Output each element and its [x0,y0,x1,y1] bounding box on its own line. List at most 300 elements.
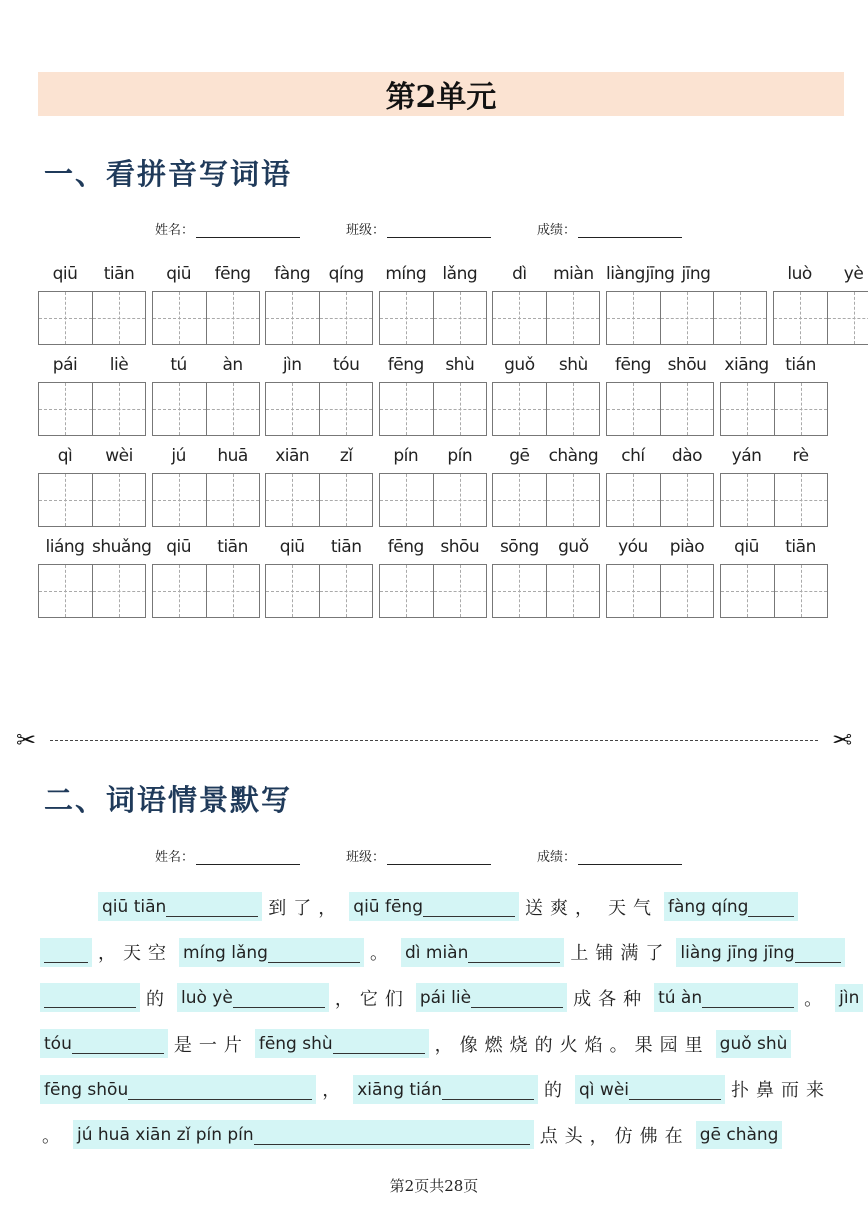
tian-zi-ge-box[interactable] [319,565,372,617]
sentence-text: 的 [146,988,171,1010]
score-blank[interactable] [578,850,682,865]
pinyin-label [38,256,146,291]
pinyin-prompt [255,1029,429,1058]
character-boxes [773,291,868,345]
tian-zi-ge-box[interactable] [266,383,319,435]
pinyin-word [379,256,487,347]
answer-blank[interactable] [72,1033,164,1054]
pinyin-prompt [40,1075,316,1104]
pinyin-word [720,347,828,438]
tian-zi-ge-box[interactable] [319,292,372,344]
answer-blank[interactable] [423,896,515,917]
pinyin-syllable: tiān [785,536,816,557]
tian-zi-ge-box[interactable] [433,383,486,435]
character-boxes [152,473,260,527]
pinyin-label [38,347,146,382]
tian-zi-ge-box[interactable] [266,292,319,344]
pinyin-word [379,529,487,620]
answer-blank[interactable] [748,896,794,917]
pinyin-word [379,347,487,438]
pinyin-word [379,438,487,529]
answer-blank[interactable] [44,942,88,963]
tian-zi-ge-box[interactable] [493,474,546,526]
answer-blank[interactable] [468,942,560,963]
tian-zi-ge-box[interactable] [713,292,766,344]
context-dictation-paragraph [38,884,860,1158]
pinyin-text: dì miàn [404,942,469,963]
pinyin-syllable: zǐ [339,445,353,466]
pinyin-label [265,347,373,382]
paragraph-line [38,1066,832,1112]
pinyin-syllable: dào [671,445,703,466]
character-boxes [152,291,260,345]
tian-zi-ge-box[interactable] [721,474,774,526]
pinyin-label [720,529,828,564]
pinyin-label [492,256,600,291]
tian-zi-ge-box[interactable] [39,474,92,526]
tian-zi-ge-box[interactable] [92,565,145,617]
answer-blank[interactable] [333,1033,425,1054]
tian-zi-ge-box[interactable] [607,383,660,435]
pinyin-label [38,438,146,473]
pinyin-prompt [696,1121,783,1149]
pinyin-text: tóu [44,1034,72,1055]
pinyin-syllable: jīng [681,263,711,284]
pinyin-text: luò yè [181,988,233,1009]
unit-title: 第2单元 [385,80,497,115]
tian-zi-ge-box[interactable] [380,474,433,526]
pinyin-syllable: shuǎng [92,536,152,557]
answer-blank[interactable] [268,942,360,963]
tian-zi-ge-box[interactable] [607,474,660,526]
character-boxes [606,382,714,436]
character-boxes [379,382,487,436]
grid-row [38,438,838,529]
tian-zi-ge-box[interactable] [206,565,259,617]
name-blank[interactable] [196,223,300,238]
pinyin-syllable: yán [731,445,762,466]
pinyin-syllable: fēng [614,354,651,375]
tian-zi-ge-box[interactable] [607,292,660,344]
sentence-text: ， [322,1080,348,1102]
pinyin-text: jú huā xiān zǐ pín pín [77,1125,254,1146]
pinyin-text: tú àn [658,988,703,1009]
pinyin-syllable: yè [843,263,864,284]
pinyin-word [265,256,373,347]
pinyin-label [720,438,828,473]
paragraph-line [38,884,828,930]
pinyin-word [152,256,260,347]
pinyin-syllable: tú [170,354,187,375]
pinyin-syllable: huā [217,445,248,466]
tian-zi-ge-box[interactable] [546,474,599,526]
answer-blank[interactable] [629,1079,721,1100]
tian-zi-ge-box[interactable] [774,474,827,526]
class-field[interactable]: 班级： [346,216,491,238]
pinyin-syllable: gē [509,445,530,466]
character-boxes [606,473,714,527]
pinyin-syllable: dì [512,263,527,284]
pinyin-text: xiāng tián [357,1079,442,1100]
pinyin-syllable: tiān [330,536,362,557]
sentence-text: 天气 [607,897,658,919]
pinyin-syllable: liè [109,354,129,375]
tian-zi-ge-box[interactable] [721,565,774,617]
pinyin-syllable: xiāng [724,354,769,375]
character-boxes [492,291,600,345]
sentence-text: 到了， [268,897,344,919]
pinyin-syllable: xiān [275,445,310,466]
pinyin-label [265,256,373,291]
pinyin-text: míng lǎng [183,942,268,963]
pinyin-text: gē chàng [699,1124,779,1145]
pinyin-label [152,347,260,382]
character-boxes [38,382,146,436]
pinyin-syllable: qiū [734,536,759,557]
pinyin-prompt [40,1029,168,1058]
tian-zi-ge-box[interactable] [380,292,433,344]
tian-zi-ge-box[interactable] [774,565,827,617]
pinyin-syllable: pái [52,354,78,375]
student-info-row-2 [155,843,725,865]
tian-zi-ge-box[interactable] [206,383,259,435]
pinyin-text: guǒ shù [719,1033,788,1054]
character-boxes [720,564,828,618]
pinyin-syllable: tián [785,354,816,375]
pinyin-label [379,438,487,473]
tian-zi-ge-box[interactable] [493,383,546,435]
pinyin-label [606,438,714,473]
name-field[interactable]: 姓名： [155,216,300,238]
pinyin-text: qì wèi [579,1079,630,1100]
tian-zi-ge-box[interactable] [546,383,599,435]
character-boxes [720,382,828,436]
pinyin-prompt [179,938,364,967]
score-field[interactable]: 成绩： [537,216,682,238]
tian-zi-ge-box[interactable] [206,292,259,344]
pinyin-syllable: sōng [499,536,539,557]
tian-zi-ge-box[interactable] [92,292,145,344]
answer-blank[interactable] [254,1124,530,1145]
pinyin-syllable: chí [621,445,645,466]
pinyin-syllable: pín [447,445,473,466]
pinyin-syllable: liáng [45,536,85,557]
character-boxes [38,291,146,345]
tian-zi-ge-box[interactable] [266,565,319,617]
student-info-row-1 [155,216,725,238]
tian-zi-ge-box[interactable] [433,565,486,617]
sentence-text: 的 [544,1080,569,1102]
tian-zi-ge-box[interactable] [774,383,827,435]
tian-zi-ge-box[interactable] [92,383,145,435]
pinyin-text: liàng jīng jīng [680,942,795,963]
tian-zi-ge-box[interactable] [493,565,546,617]
pinyin-prompt [401,938,564,967]
pinyin-word [152,529,260,620]
tian-zi-ge-box[interactable] [92,474,145,526]
character-boxes [720,473,828,527]
pinyin-word [606,438,714,529]
pinyin-syllable: fēng [387,354,424,375]
pinyin-prompt-continued [40,983,140,1012]
pinyin-prompt [654,983,798,1012]
tian-zi-ge-box[interactable] [546,292,599,344]
tian-zi-ge-box[interactable] [153,565,206,617]
tian-zi-ge-box[interactable] [319,474,372,526]
pinyin-label [606,347,714,382]
tian-zi-ge-box[interactable] [153,292,206,344]
pinyin-word [720,529,828,620]
answer-blank[interactable] [233,987,325,1008]
pinyin-word [265,438,373,529]
class-blank[interactable] [387,223,491,238]
pinyin-text: fēng shōu [44,1079,129,1100]
pinyin-word [265,347,373,438]
paragraph-line [38,975,860,1021]
tian-zi-ge-box[interactable] [380,383,433,435]
pinyin-word [606,256,767,347]
sentence-text: 送爽， [524,897,600,919]
pinyin-syllable: shōu [667,354,707,375]
class-field[interactable]: 班级： [346,843,491,865]
pinyin-label [152,256,260,291]
pinyin-prompt [575,1075,725,1104]
score-blank[interactable] [578,223,682,238]
tian-zi-ge-box[interactable] [319,383,372,435]
pinyin-word [152,438,260,529]
grid-row [38,256,864,347]
pinyin-word [773,256,868,347]
tian-zi-ge-box[interactable] [660,474,713,526]
pinyin-syllable: pín [393,445,419,466]
paragraph-line [38,930,828,976]
score-field[interactable]: 成绩： [537,843,682,865]
pinyin-syllable: tóu [333,354,360,375]
pinyin-syllable: guǒ [558,536,589,557]
pinyin-syllable: qiū [166,536,191,557]
character-boxes [38,473,146,527]
pinyin-prompt [716,1030,792,1058]
character-boxes [265,473,373,527]
pinyin-word [38,256,146,347]
pinyin-text: qiū tiān [102,897,167,918]
sentence-text: 。 [804,988,830,1010]
pinyin-prompt-continued [40,938,92,967]
tian-zi-ge-box[interactable] [660,565,713,617]
pinyin-text: qiū fēng [353,897,423,918]
pinyin-word [152,347,260,438]
pinyin-label [379,529,487,564]
pinyin-syllable: jīng [645,263,675,284]
sentence-text: ，像燃烧的火焰。果园里 [434,1034,710,1056]
sentence-text: 成各种 [573,988,649,1010]
pinyin-syllable: jú [171,445,186,466]
tian-zi-ge-box[interactable] [266,474,319,526]
pinyin-syllable: tiān [103,263,135,284]
character-boxes [152,564,260,618]
character-boxes [379,291,487,345]
tian-zi-ge-box[interactable] [607,565,660,617]
sentence-text: 上铺满了 [570,943,671,965]
pinyin-word [492,438,600,529]
sentence-text: 点头，仿佛在 [539,1125,690,1147]
pinyin-prompt [98,892,262,921]
sentence-text: 。 [369,943,395,965]
answer-blank[interactable] [166,896,258,917]
answer-blank[interactable] [795,942,841,963]
pinyin-word [38,529,152,620]
answer-blank[interactable] [702,987,794,1008]
pinyin-label [379,347,487,382]
tian-zi-ge-box[interactable] [433,292,486,344]
pinyin-syllable: qíng [328,263,364,284]
pinyin-word [492,256,600,347]
dashed-divider [50,740,818,741]
pinyin-word [492,347,600,438]
scissors-icon: ✂ [16,726,37,754]
pinyin-syllable: àn [222,354,243,375]
pinyin-word [720,438,828,529]
pinyin-word [492,529,600,620]
pinyin-syllable: wèi [105,445,133,466]
section-1-title: 一、看拼音写词语 [44,157,293,191]
page-footer: 第2页共28页 [389,1177,479,1195]
sentence-text: ，它们 [334,988,410,1010]
scissors-icon: ✂ [831,726,852,754]
pinyin-syllable: fēng [387,536,424,557]
pinyin-syllable: qì [57,445,73,466]
pinyin-syllable: qiū [52,263,78,284]
tian-zi-ge-box[interactable] [39,292,92,344]
pinyin-syllable: piào [669,536,705,557]
answer-blank[interactable] [442,1079,534,1100]
pinyin-text: fàng qíng [667,897,749,918]
character-boxes [492,564,600,618]
paragraph-line [38,1112,828,1158]
grid-row [38,347,838,438]
pinyin-syllable: qiū [279,536,305,557]
pinyin-word [38,438,146,529]
pinyin-syllable: chàng [548,445,599,466]
tian-zi-ge-box[interactable] [546,565,599,617]
pinyin-syllable: fēng [214,263,251,284]
pinyin-label [492,529,600,564]
character-boxes [152,382,260,436]
character-boxes [38,564,146,618]
pinyin-label [492,347,600,382]
pinyin-text: pái liè [419,988,472,1009]
sentence-text: 扑鼻而来 [731,1080,832,1102]
paragraph-line [38,1021,828,1067]
answer-blank[interactable] [44,987,136,1008]
pinyin-label [38,529,152,564]
pinyin-label [265,438,373,473]
pinyin-syllable: luò [787,263,812,284]
section-2-title: 二、词语情景默写 [44,783,293,817]
pinyin-word [38,347,146,438]
pinyin-prompt [664,892,798,921]
tian-zi-ge-box[interactable] [433,474,486,526]
pinyin-label [152,529,260,564]
cut-line [16,726,852,754]
character-boxes [606,291,767,345]
pinyin-syllable: míng [385,263,427,284]
unit-banner [38,72,844,116]
tian-zi-ge-box[interactable] [827,292,868,344]
character-boxes [492,473,600,527]
pinyin-prompt [177,983,329,1012]
pinyin-syllable: jìn [282,354,302,375]
pinyin-syllable: lǎng [442,263,478,284]
tian-zi-ge-box[interactable] [153,383,206,435]
class-blank[interactable] [387,850,491,865]
pinyin-syllable: tiān [217,536,248,557]
tian-zi-ge-box[interactable] [39,383,92,435]
pinyin-label [492,438,600,473]
tian-zi-ge-box[interactable] [660,383,713,435]
pinyin-word [606,529,714,620]
pinyin-prompt [73,1120,534,1149]
answer-blank[interactable] [128,1079,312,1100]
character-boxes [492,382,600,436]
pinyin-syllable: fàng [274,263,311,284]
pinyin-text: fēng shù [258,1034,333,1055]
pinyin-prompt [416,983,567,1012]
pinyin-label [265,529,373,564]
character-boxes [379,564,487,618]
pinyin-label [720,347,828,382]
pinyin-syllable: rè [792,445,809,466]
pinyin-syllable: liàng [605,263,645,284]
pinyin-syllable: shù [445,354,475,375]
tian-zi-ge-box[interactable] [774,292,827,344]
sentence-text: 是一片 [173,1034,249,1056]
name-field[interactable]: 姓名： [155,843,300,865]
pinyin-syllable: qiū [166,263,191,284]
pinyin-word [265,529,373,620]
pinyin-syllable: guǒ [504,354,535,375]
tian-zi-ge-box[interactable] [493,292,546,344]
pinyin-syllable: miàn [553,263,594,284]
pinyin-prompt [835,984,863,1012]
pinyin-label [606,529,714,564]
tian-zi-ge-box[interactable] [206,474,259,526]
character-boxes [265,564,373,618]
grid-row [38,529,838,620]
tian-zi-ge-box[interactable] [721,383,774,435]
sentence-text: ，天空 [98,943,173,965]
pinyin-label [379,256,487,291]
pinyin-syllable: shù [558,354,588,375]
character-boxes [265,291,373,345]
pinyin-label [152,438,260,473]
tian-zi-ge-box[interactable] [153,474,206,526]
sentence-text: 。 [42,1125,67,1147]
pinyin-prompt [349,892,519,921]
name-blank[interactable] [196,850,300,865]
pinyin-label [773,256,868,291]
tian-zi-ge-box[interactable] [380,565,433,617]
tian-zi-ge-box[interactable] [660,292,713,344]
tian-zi-ge-box[interactable] [39,565,92,617]
character-boxes [379,473,487,527]
character-boxes [606,564,714,618]
answer-blank[interactable] [471,987,563,1008]
pinyin-word [606,347,714,438]
pinyin-text: jìn [839,987,860,1008]
character-boxes [265,382,373,436]
pinyin-writing-grid [38,256,864,620]
